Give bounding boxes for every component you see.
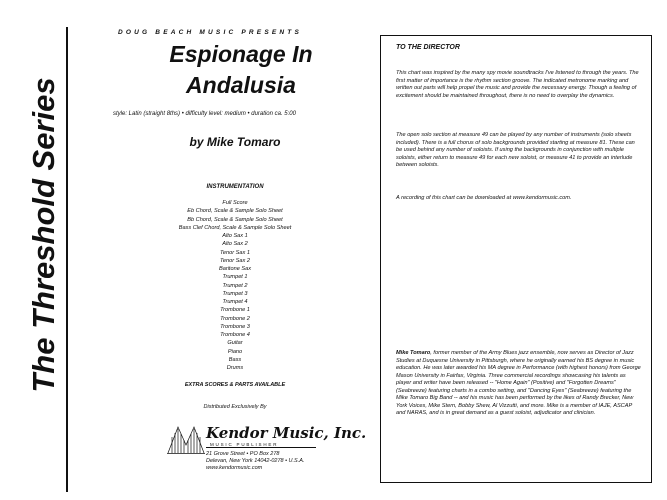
extra-scores-note: EXTRA SCORES & PARTS AVAILABLE [184,382,286,388]
instrument-item: Tenor Sax 1 [220,249,250,256]
address-line: 21 Grove Street • PO Box 278 [206,451,280,457]
series-title [14,60,70,410]
instrument-item: Full Score [222,200,248,206]
address-line: Delevan, New York 14042-0278 • U.S.A. [206,458,305,464]
presenter-line: DOUG BEACH MUSIC PRESENTS [118,29,303,36]
instrument-item: Bb Chord, Scale & Sample Solo Sheet [187,216,283,223]
instrumentation-heading: INSTRUMENTATION [206,184,264,190]
director-heading: TO THE DIRECTOR [396,44,460,51]
style-line: style: Latin (straight 8ths) • difficulty level: medium • duration ca. 5:00 [113,111,296,117]
website-link[interactable]: www.kendormusic.com [206,465,263,471]
instrument-item: Piano [227,348,243,355]
instrument-item: Baritone Sax [218,266,252,272]
composer-bio-text: , former member of the Army Blues jazz ensemble, now serves as Director of Jazz Studies at Duquesne University in Pittsburgh, where he originally earned his BS degree in music education. He was later awarded his MA degree in Performance (with highest honors) from George Mason University in Fairfax, Virginia. Three commercial recordings showcasing his talents as player and writer have been released -- "Home Again" (Positive) and "Forgotten Dreams" (Seabreeze) featuring charts in a combo setting, and "Dancing Eyes" (Seabreeze) featuring the Mike Tomaro Big Band -- and his music has been performed by the likes of Randy Brecker, New York Voices, Mike Stern, Bobby Shew, Al Vizzutti, and more. Mike is a member of IAJE, ASCAP and NARAS, and is in great demand as a guest soloist, adjudicator and clinician. [396,350,641,416]
director-paragraph: This chart was inspired by the many spy movie soundtracks I've listened to through the years. The first matter of importance is the rhythm section groove. The indicated metronome marking and written out parts will help propel the music and provide the necessary energy. Though a feeling of excitement should be maintained throughout, there is no need to overplay the dynamics. [396,70,639,99]
instrument-item: Trumpet 1 [222,274,248,281]
director-paragraph: The open solo section at measure 49 can be played by any number of instruments (solo sheets included). There is a full chorus of solo backgrounds provided starting at measure 81. These can be used behind any number of soloists. If using the backgrounds in conjunction with multiple soloists, either return to measure 49 for each new soloist, or measure 41 to provide an interlude between soloists. [396,132,635,169]
instrument-item: Trumpet 3 [222,290,248,297]
vertical-divider [66,27,68,492]
instrument-item: Guitar [227,340,243,347]
distribution-note: Distributed Exclusively By [203,404,267,410]
instrument-item: Bass Clef Chord, Scale & Sample Solo Sheet [178,224,292,231]
series-title-text: The Threshold Series [26,77,61,393]
instrument-item: Trumpet 2 [222,282,248,289]
instrument-item: Trombone 3 [220,323,250,330]
publisher-name: Kendor Music, Inc. [206,424,367,442]
instrument-item: Tenor Sax 2 [220,257,250,264]
publisher-subtitle: MUSIC PUBLISHER [210,442,279,447]
instrument-item: Alto Sax 2 [222,241,248,248]
instrument-item: Trombone 4 [220,332,250,338]
publisher-divider [206,447,316,448]
kendor-logo-icon [166,423,206,455]
series-title-graphic [14,60,70,410]
instrumentation-list [120,199,350,372]
instrument-item: Trombone 1 [220,307,250,314]
title-line-1: Espionage In [169,41,313,67]
instrument-item: Drums [226,365,244,371]
instrument-item: Trumpet 4 [222,299,248,305]
publisher-address [206,451,346,472]
instrument-item: Alto Sax 1 [222,233,248,239]
director-paragraph: A recording of this chart can be downloaded at www.kendormusic.com. [396,195,572,201]
composer-bio [396,350,642,418]
instrument-item: Bass [228,356,242,363]
byline: by Mike Tomaro [189,135,281,149]
instrument-item: Trombone 2 [220,315,250,322]
title-line-2: Andalusia [186,72,296,98]
instrument-item: Eb Chord, Scale & Sample Solo Sheet [187,208,283,215]
composer-name: Mike Tomaro [396,350,431,356]
